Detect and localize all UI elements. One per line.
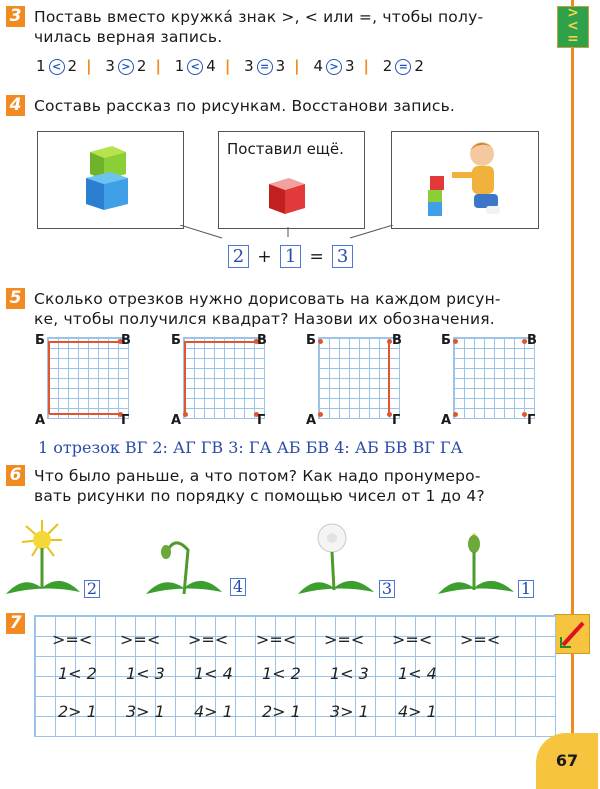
task-6-text-line-2: вать рисунки по порядку с помощью чисел от 1 до 4?	[34, 487, 485, 505]
picture-caption: Поставил ещё.	[227, 140, 344, 158]
square-grid-1	[47, 337, 129, 419]
dandelion-bud-closed-icon	[144, 530, 226, 598]
task-5-text-line-2: ке, чтобы получился квадрат? Назови их обозначения.	[34, 310, 495, 328]
equation-addend-2: 1	[280, 245, 301, 268]
task-7-number: 7	[6, 613, 25, 634]
picture-order-number: 2	[84, 580, 100, 598]
comparison-row: 1 < 2 | 3 > 2 | 1 < 4 | 3 = 3 | 4 > 3 | 2 = 2	[36, 57, 424, 75]
equation-addend-1: 2	[228, 245, 249, 268]
equation: 2 + 1 = 3	[228, 245, 353, 268]
task-5-answers: 1 отрезок ВГ 2: АГ ГВ 3: ГА АБ БВ 4: АБ БВ ВГ ГА	[38, 438, 463, 457]
comparison-pair: 1 < 4	[174, 57, 216, 75]
boy-with-cubes-icon	[392, 132, 538, 228]
pencil-write-icon	[554, 614, 590, 654]
picture-order-number: 1	[518, 580, 534, 598]
picture-order-number: 3	[379, 580, 395, 598]
comparison-pair: 3 = 3	[244, 57, 286, 75]
task-4-number: 4	[6, 95, 25, 116]
picture-boy-with-cubes	[391, 131, 539, 229]
task-3-text-line-1: Поставь вместо кружка́ знак >, < или =, чтобы полу-	[34, 8, 484, 26]
square-grid-4	[453, 337, 535, 419]
page-edge-strip	[571, 0, 574, 789]
task-5-text-line-1: Сколько отрезков нужно дорисовать на каждом рисун-	[34, 290, 501, 308]
task-3-number: 3	[6, 6, 25, 27]
square-grid-2	[183, 337, 265, 419]
picture-order-number: 4	[230, 578, 246, 596]
dandelion-blooming-icon	[4, 518, 86, 598]
picture-two-cubes	[37, 131, 184, 229]
task-6-text-line-1: Что было раньше, а что потом? Как надо пронумеро-	[34, 467, 481, 485]
task-3-text-line-2: чилась верная запись.	[34, 28, 223, 46]
task-5-number: 5	[6, 288, 25, 309]
equation-sum: 3	[332, 245, 353, 268]
two-cubes-icon	[38, 132, 183, 228]
page-number: 67	[536, 733, 598, 789]
task-4-text: Составь рассказ по рисункам. Восстанови запись.	[34, 97, 456, 115]
dandelion-seed-head-icon	[296, 520, 378, 598]
compare-signs-icon: > < =	[557, 6, 589, 48]
comparison-pair: 1 < 2	[36, 57, 78, 75]
comparison-pair: 2 = 2	[382, 57, 424, 75]
comparison-pair: 4 > 3	[313, 57, 355, 75]
picture-one-cube	[218, 131, 365, 229]
comparison-pair: 3 > 2	[105, 57, 147, 75]
dandelion-bud-opening-icon	[436, 522, 518, 598]
task-6-number: 6	[6, 465, 25, 486]
